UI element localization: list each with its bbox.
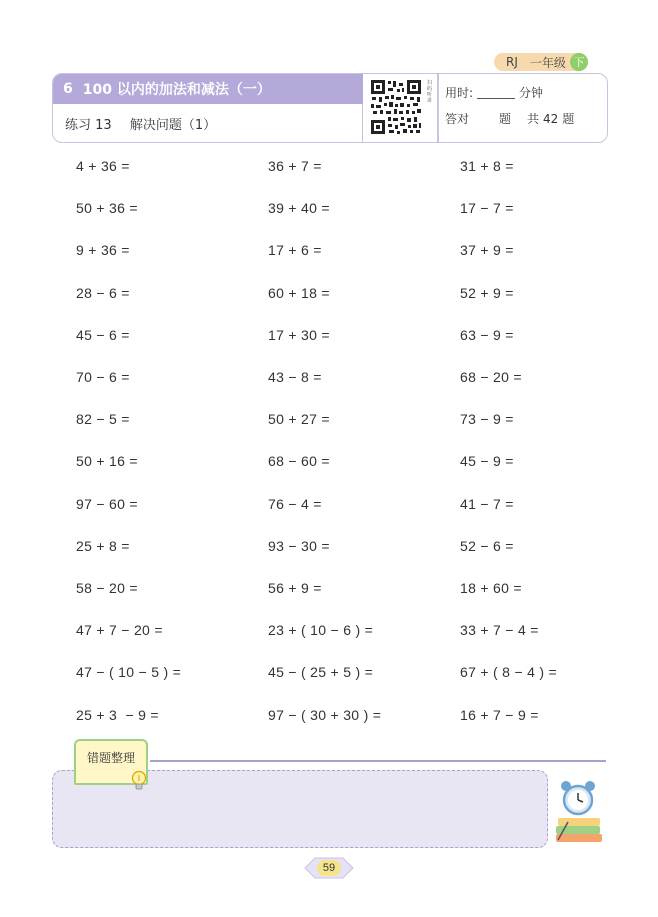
math-problem: 56 + 9 = (268, 580, 322, 596)
qr-side-text: 扫码听讲 (427, 80, 433, 104)
math-problem: 68 − 20 = (460, 369, 522, 385)
math-problem: 97 − ( 30 + 30 ) = (268, 706, 382, 723)
math-problem: 41 − 7 = (460, 495, 514, 512)
math-problem: 33 + 7 − 4 = (460, 622, 539, 639)
page-number-text: 59 (322, 862, 336, 874)
math-problem: 47 + 7 − 20 = (76, 622, 163, 639)
math-problem: 17 + 30 = (268, 326, 330, 343)
review-label: 错题整理 (86, 750, 135, 765)
unit-title-band (53, 74, 363, 104)
math-problem: 43 − 8 = (268, 369, 322, 385)
math-problem: 70 − 6 = (76, 369, 130, 385)
total-count: 42 (543, 111, 559, 126)
edition-label: RJ (506, 55, 518, 69)
math-problem: 28 − 6 = (76, 284, 130, 301)
page-number (303, 855, 355, 881)
question-label: 题 (499, 112, 512, 126)
math-problem: 9 + 36 = (76, 242, 130, 259)
review-divider (150, 760, 606, 762)
math-problem: 45 − 6 = (76, 326, 130, 343)
math-problem: 16 + 7 − 9 = (460, 706, 539, 723)
math-problem: 67 + ( 8 − 4 ) = (460, 664, 558, 681)
math-problem: 37 + 9 = (460, 242, 514, 259)
score-row (445, 110, 574, 127)
lesson-subtitle (65, 114, 216, 133)
worksheet-header (52, 73, 608, 143)
math-problem: 93 − 30 = (268, 537, 330, 554)
math-problem: 60 + 18 = (268, 284, 330, 301)
math-problem: 39 + 40 = (268, 200, 330, 217)
math-problem: 97 − 60 = (76, 495, 138, 512)
term-label: 下 (570, 53, 588, 71)
grade-label: 一年级 (529, 55, 566, 70)
math-problem: 52 − 6 = (460, 537, 514, 554)
math-problem: 25 + 3 − 9 = (76, 706, 159, 723)
math-problem: 50 + 36 = (76, 200, 138, 217)
math-problem: 45 − 9 = (460, 453, 514, 470)
math-problem: 58 − 20 = (76, 580, 138, 596)
time-blank[interactable] (477, 87, 515, 99)
unit-title: 100 以内的加法和减法（一） (82, 82, 271, 98)
math-problem: 45 − ( 25 + 5 ) = (268, 664, 374, 681)
total-suffix: 题 (562, 112, 575, 126)
math-problem: 63 − 9 = (460, 326, 514, 343)
alarm-clock-books-icon (554, 778, 604, 844)
qr-code-icon[interactable] (369, 78, 423, 136)
time-label: 用时: (445, 86, 474, 100)
grade-badge (494, 53, 588, 71)
math-problem: 50 + 16 = (76, 453, 138, 470)
math-problem: 23 + ( 10 − 6 ) = (268, 622, 374, 639)
header-divider (437, 74, 439, 142)
math-problem: 4 + 36 = (76, 158, 130, 174)
math-problem: 76 − 4 = (268, 495, 322, 512)
lesson-title: 解决问题（1） (129, 118, 217, 133)
math-problem: 31 + 8 = (460, 158, 514, 174)
math-problem: 73 − 9 = (460, 411, 514, 428)
math-problem: 25 + 8 = (76, 537, 130, 554)
unit-number: 6 (63, 81, 73, 97)
math-problem: 47 − ( 10 − 5 ) = (76, 664, 182, 681)
answered-label: 答对 (445, 112, 470, 126)
lightbulb-icon (130, 770, 148, 792)
math-problem: 82 − 5 = (76, 411, 130, 428)
lesson-number: 练习 13 (65, 118, 112, 133)
math-problem: 68 − 60 = (268, 453, 330, 470)
math-problem: 18 + 60 = (460, 580, 522, 596)
math-problem: 50 + 27 = (268, 411, 330, 428)
time-unit: 分钟 (519, 86, 544, 100)
time-row (445, 84, 543, 101)
math-problem: 52 + 9 = (460, 284, 514, 301)
total-label: 共 (527, 112, 540, 126)
math-problem: 36 + 7 = (268, 158, 322, 174)
math-problem: 17 + 6 = (268, 242, 322, 259)
math-problem: 17 − 7 = (460, 200, 514, 217)
